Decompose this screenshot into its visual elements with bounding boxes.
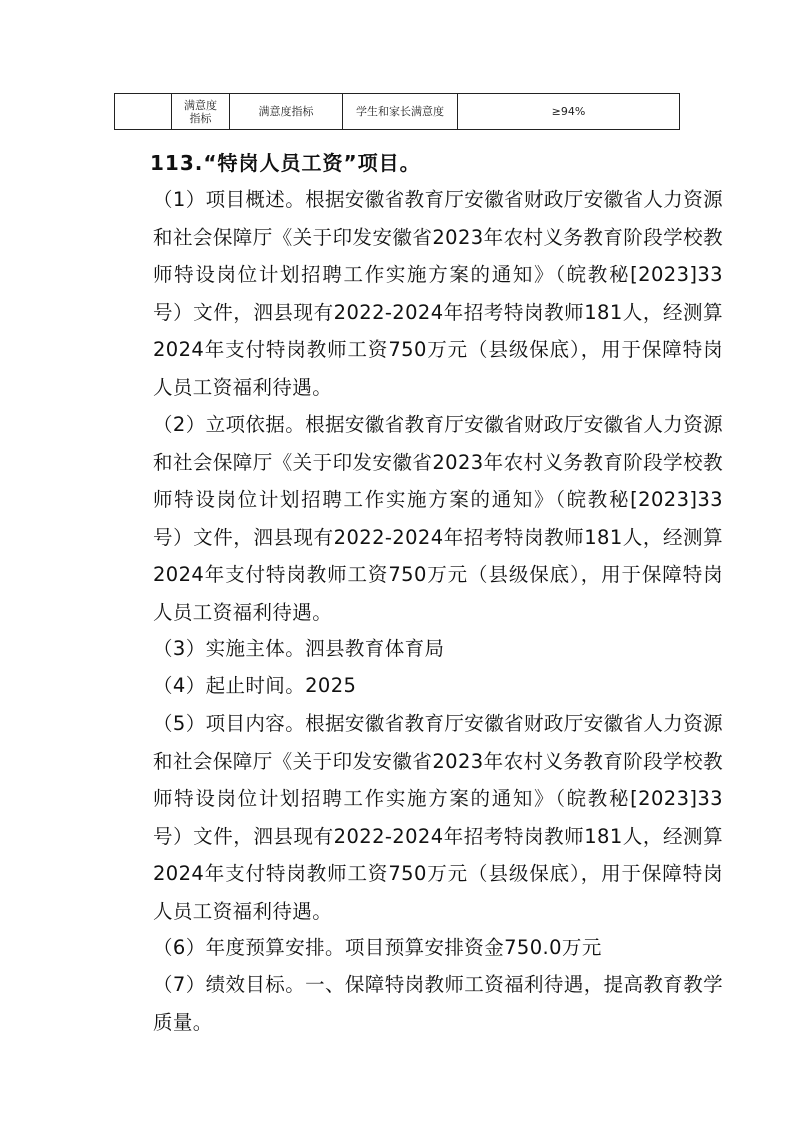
paragraph-budget: （6）年度预算安排。项目预算安排资金750.0万元 [153, 936, 602, 959]
table-cell-empty [115, 94, 172, 130]
table-cell-category-line2: 指标 [189, 111, 212, 125]
paragraph-period: （4）起止时间。2025 [153, 674, 357, 697]
table-cell-category-line1: 满意度 [184, 98, 217, 112]
table-cell-indicator: 满意度指标 [230, 94, 343, 130]
paragraph-overview: （1）项目概述。根据安徽省教育厅安徽省财政厅安徽省人力资源和社会保障厅《关于印发安徽省2023年农村义务教育阶段学校教师特设岗位计划招聘工作实施方案的通知》（皖教秘[2023]33号）文件，泗县现有2022-2024年招考特岗教师181人，经测算2024年支付特岗教师工资750万元（县级保底），用于保障特岗人员工资福利待遇。 [153, 188, 724, 399]
paragraph-implementer: （3）实施主体。泗县教育体育局 [153, 637, 445, 660]
paragraph-basis: （2）立项依据。根据安徽省教育厅安徽省财政厅安徽省人力资源和社会保障厅《关于印发安徽省2023年农村义务教育阶段学校教师特设岗位计划招聘工作实施方案的通知》（皖教秘[2023]33号）文件，泗县现有2022-2024年招考特岗教师181人，经测算2024年支付特岗教师工资750万元（县级保底），用于保障特岗人员工资福利待遇。 [153, 413, 724, 624]
table-cell-item: 学生和家长满意度 [343, 94, 458, 130]
table-row [115, 94, 680, 130]
paragraph-content: （5）项目内容。根据安徽省教育厅安徽省财政厅安徽省人力资源和社会保障厅《关于印发安徽省2023年农村义务教育阶段学校教师特设岗位计划招聘工作实施方案的通知》（皖教秘[2023]33号）文件，泗县现有2022-2024年招考特岗教师181人，经测算2024年支付特岗教师工资750万元（县级保底），用于保障特岗人员工资福利待遇。 [153, 712, 724, 923]
section-heading: 113.“特岗人员工资”项目。 [150, 151, 421, 175]
table-cell-category [172, 94, 230, 130]
satisfaction-table [114, 93, 680, 130]
table-cell-value: ≥94% [458, 94, 680, 130]
paragraph-goals: （7）绩效目标。一、保障特岗教师工资福利待遇，提高教育教学质量。 [153, 973, 724, 1034]
